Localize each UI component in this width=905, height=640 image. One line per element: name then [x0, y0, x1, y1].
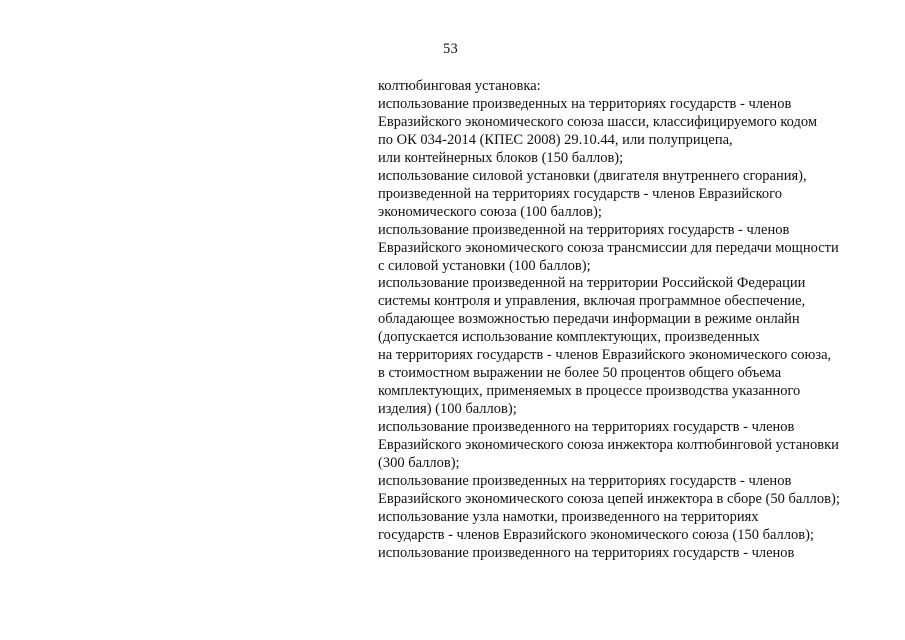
text-line: обладающее возможностью передачи информации в режиме онлайн: [378, 311, 800, 328]
text-line: произведенной на территориях государств - членов Евразийского: [378, 185, 782, 202]
text-line: или контейнерных блоков (150 баллов);: [378, 149, 624, 166]
text-line: в стоимостном выражении не более 50 процентов общего объема: [378, 365, 782, 382]
text-line: (допускается использование комплектующих, произведенных: [378, 329, 760, 346]
text-line: экономического союза (100 баллов);: [378, 203, 602, 220]
text-line: Евразийского экономического союза трансмиссии для передачи мощности: [378, 239, 839, 256]
text-line: использование произведенного на территориях государств - членов: [378, 419, 795, 436]
text-line: использование силовой установки (двигателя внутреннего сгорания),: [378, 167, 807, 184]
text-line: использование произведенного на территориях государств - членов: [378, 544, 795, 561]
text-line: с силовой установки (100 баллов);: [378, 257, 591, 274]
text-line: комплектующих, применяемых в процессе производства указанного: [378, 383, 801, 400]
text-line: системы контроля и управления, включая программное обеспечение,: [378, 293, 806, 310]
text-line: использование узла намотки, произведенного на территориях: [378, 508, 759, 525]
text-line: по ОК 034-2014 (КПЕС 2008) 29.10.44, или полуприцепа,: [378, 131, 733, 148]
page-number: 53: [443, 41, 458, 57]
text-line: государств - членов Евразийского экономического союза (150 баллов);: [378, 526, 814, 543]
text-line: Евразийского экономического союза инжектора колтюбинговой установки: [378, 437, 839, 454]
text-line: изделия) (100 баллов);: [378, 401, 517, 418]
text-line: использование произведенной на территориях государств - членов: [378, 221, 790, 238]
text-line: использование произведенных на территориях государств - членов: [378, 95, 792, 112]
text-line: колтюбинговая установка:: [378, 78, 541, 94]
document-body-text: [378, 78, 878, 563]
text-line: (300 баллов);: [378, 455, 460, 472]
text-line: использование произведенной на территории Российской Федерации: [378, 275, 806, 292]
text-line: использование произведенных на территориях государств - членов: [378, 472, 792, 489]
text-line: Евразийского экономического союза цепей инжектора в сборе (50 баллов);: [378, 490, 840, 507]
text-line: на территориях государств - членов Евразийского экономического союза,: [378, 347, 832, 364]
text-line: Евразийского экономического союза шасси, классифицируемого кодом: [378, 113, 818, 130]
